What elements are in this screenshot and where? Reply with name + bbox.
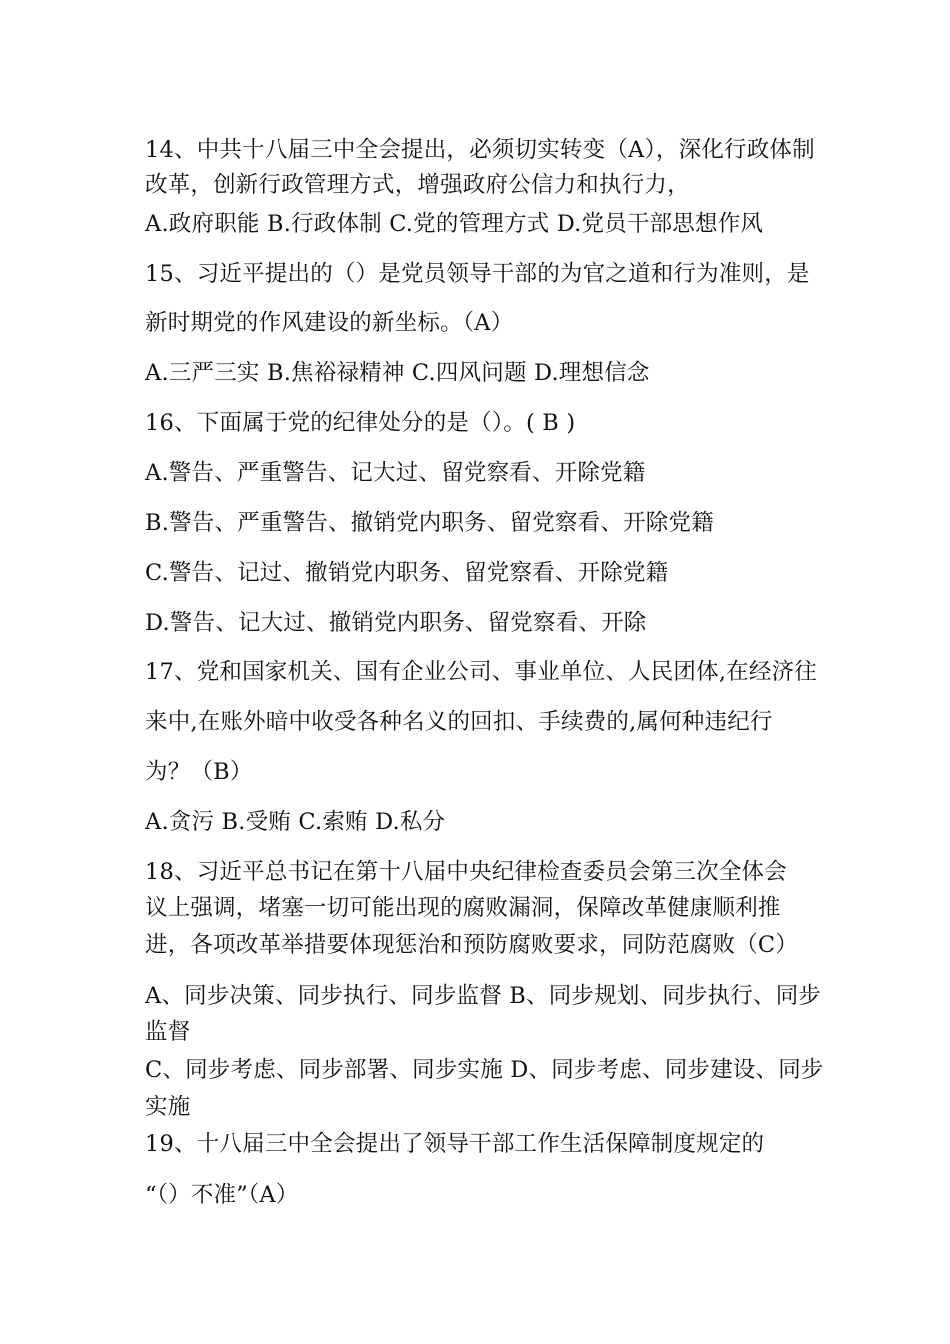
q18-stem-line-1: 18、习近平总书记在第十八届中央纪律检查委员会第三次全体会 xyxy=(145,859,787,885)
q14-stem-line-2: 改革，创新行政管理方式，增强政府公信力和执行力， xyxy=(145,172,690,198)
q17-stem-line-3: 为？（B） xyxy=(145,759,253,785)
q17-stem-line-1: 17、党和国家机关、国有企业公司、事业单位、人民团体,在经济往 xyxy=(145,659,817,685)
q16-stem: 16、下面属于党的纪律处分的是（）。( B ) xyxy=(145,410,576,436)
q15-options: A.三严三实 B.焦裕禄精神 C.四风问题 D.理想信念 xyxy=(145,360,650,386)
q16-option-a: A.警告、严重警告、记大过、留党察看、开除党籍 xyxy=(145,460,646,486)
q19-stem-line-1: 19、十八届三中全会提出了领导干部工作生活保障制度规定的 xyxy=(145,1131,765,1157)
q18-options-cd-line-2: 实施 xyxy=(145,1094,191,1120)
q16-option-b: B.警告、严重警告、撤销党内职务、留党察看、开除党籍 xyxy=(145,510,714,536)
q18-options-ab-line-2: 监督 xyxy=(145,1019,191,1045)
q18-options-ab-line-1: A、同步决策、同步执行、同步监督 B、同步规划、同步执行、同步 xyxy=(145,983,822,1009)
q14-options: A.政府职能 B.行政体制 C.党的管理方式 D.党员干部思想作风 xyxy=(145,211,764,237)
q15-stem-line-2: 新时期党的作风建设的新坐标。（A） xyxy=(145,310,514,336)
q19-stem-line-2: “（）不准”（A） xyxy=(145,1182,299,1208)
q15-stem-line-1: 15、习近平提出的（）是党员领导干部的为官之道和行为准则，是 xyxy=(145,261,810,287)
q17-stem-line-2: 来中,在账外暗中收受各种名义的回扣、手续费的,属何种违纪行 xyxy=(145,709,773,735)
q17-options: A.贪污 B.受贿 C.索贿 D.私分 xyxy=(145,809,446,835)
q18-stem-line-3: 进，各项改革举措要体现惩治和预防腐败要求，同防范腐败（C） xyxy=(145,932,799,958)
q14-stem-line-1: 14、中共十八届三中全会提出，必须切实转变（A），深化行政体制 xyxy=(145,137,815,163)
q18-stem-line-2: 议上强调，堵塞一切可能出现的腐败漏洞，保障改革健康顺利推 xyxy=(145,895,781,921)
q18-options-cd-line-1: C、同步考虑、同步部署、同步实施 D、同步考虑、同步建设、同步 xyxy=(145,1057,824,1083)
q16-option-d: D.警告、记大过、撤销党内职务、留党察看、开除 xyxy=(145,610,647,636)
q16-option-c: C.警告、记过、撤销党内职务、留党察看、开除党籍 xyxy=(145,560,669,586)
